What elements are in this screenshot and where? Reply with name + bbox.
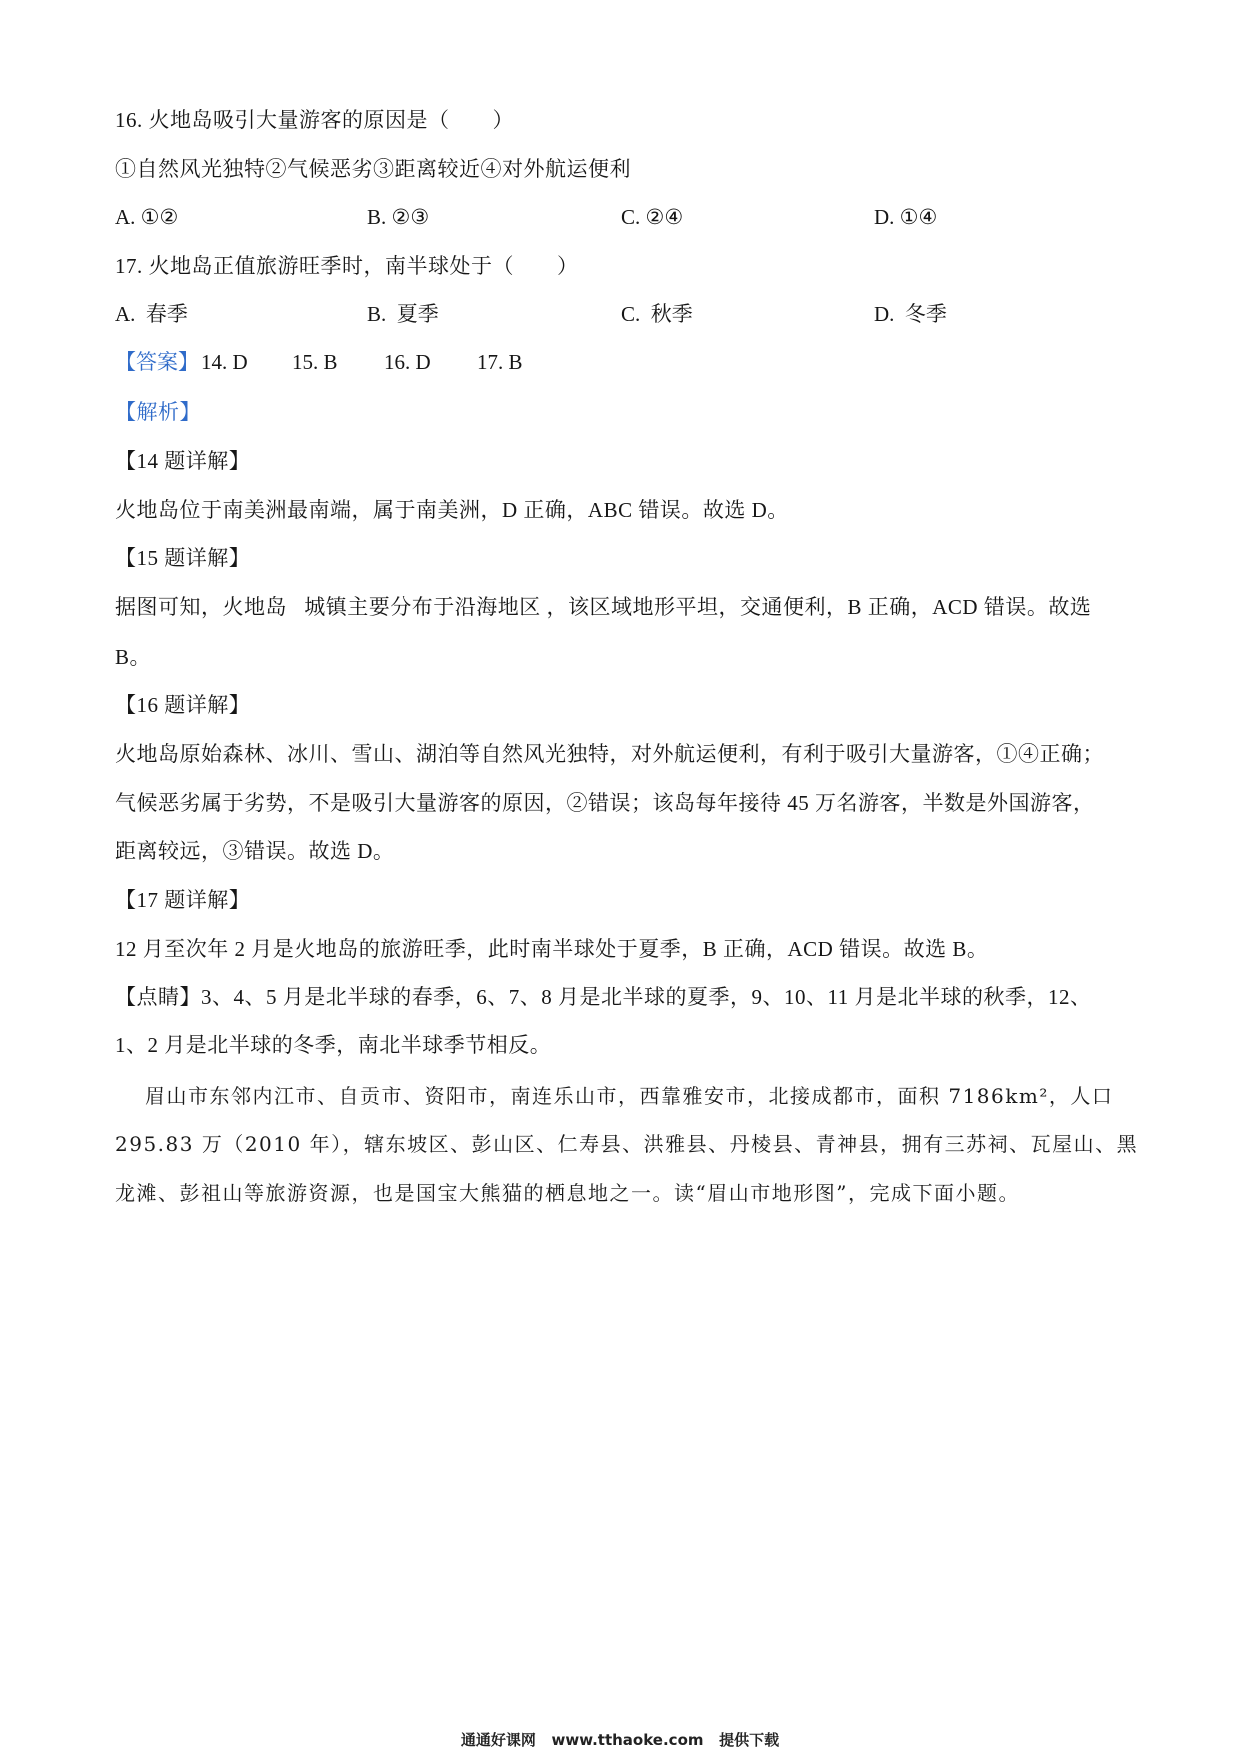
detail-14-heading: 【14 题详解】 bbox=[115, 449, 251, 473]
q17-option-d: D. 冬季 bbox=[874, 302, 947, 326]
detail-15-line: 据图可知，火地岛 城镇主要分布于沿海地区 ，该区域地形平坦，交通便利，B 正确，ACD 错误。故选 bbox=[115, 595, 1092, 619]
q17-option-a: A. 春季 bbox=[115, 302, 188, 326]
detail-14-line: 火地岛位于南美洲最南端，属于南美洲，D 正确，ABC 错误。故选 D。 bbox=[115, 498, 789, 522]
detail-15-line: B。 bbox=[115, 645, 152, 669]
q16-stem: 16. 火地岛吸引大量游客的原因是（ ） bbox=[115, 108, 514, 132]
answer-item: 16. D bbox=[384, 350, 431, 374]
q17-option-c: C. 秋季 bbox=[621, 302, 693, 326]
detail-16-heading: 【16 题详解】 bbox=[115, 693, 251, 717]
detail-17-heading: 【17 题详解】 bbox=[115, 888, 251, 912]
answer-item: 14. D bbox=[201, 350, 248, 374]
tip-text: 3、4、5 月是北半球的春季，6、7、8 月是北半球的夏季，9、10、11 月是北半球的秋季，12、 bbox=[201, 985, 1092, 1009]
passage-line: 295.83 万（2010 年），辖东坡区、彭山区、仁寿县、洪雅县、丹棱县、青神县，拥有三苏祠、瓦屋山、黑 bbox=[115, 1132, 1139, 1156]
q17-stem: 17. 火地岛正值旅游旺季时，南半球处于（ ） bbox=[115, 254, 579, 278]
passage-line: 龙滩、彭祖山等旅游资源，也是国宝大熊猫的栖息地之一。读“眉山市地形图”，完成下面小题。 bbox=[115, 1181, 1020, 1205]
detail-16-line: 气候恶劣属于劣势，不是吸引大量游客的原因，②错误；该岛每年接待 45 万名游客，半数是外国游客， bbox=[115, 791, 1095, 815]
detail-15-heading: 【15 题详解】 bbox=[115, 546, 251, 570]
q16-option-a: A. ①② bbox=[115, 205, 179, 229]
tip-label: 【点睛】 bbox=[115, 985, 201, 1009]
q16-option-d: D. ①④ bbox=[874, 205, 938, 229]
answer-item: 17. B bbox=[477, 350, 523, 374]
passage-line: 眉山市东邻内江市、自贡市、资阳市，南连乐山市，西靠雅安市，北接成都市，面积 7186km²，人口 bbox=[145, 1084, 1114, 1108]
detail-16-line: 火地岛原始森林、冰川、雪山、湖泊等自然风光独特，对外航运便利，有利于吸引大量游客，①④正确； bbox=[115, 742, 1104, 766]
analysis-label: 【解析】 bbox=[115, 400, 201, 424]
detail-16-line: 距离较远，③错误。故选 D。 bbox=[115, 839, 395, 863]
tip-line bbox=[115, 985, 1091, 1009]
detail-17-line: 12 月至次年 2 月是火地岛的旅游旺季，此时南半球处于夏季，B 正确，ACD 错误。故选 B。 bbox=[115, 937, 989, 961]
q16-option-c: C. ②④ bbox=[621, 205, 684, 229]
page-footer: 通通好课网 www.tthaoke.com 提供下载 bbox=[460, 1731, 780, 1749]
q16-statements: ①自然风光独特②气候恶劣③距离较近④对外航运便利 bbox=[115, 157, 631, 181]
tip-line: 1、2 月是北半球的冬季，南北半球季节相反。 bbox=[115, 1033, 552, 1057]
answer-item: 15. B bbox=[292, 350, 338, 374]
answer-label: 【答案】 bbox=[115, 350, 199, 374]
q16-option-b: B. ②③ bbox=[367, 205, 430, 229]
q17-option-b: B. 夏季 bbox=[367, 302, 439, 326]
